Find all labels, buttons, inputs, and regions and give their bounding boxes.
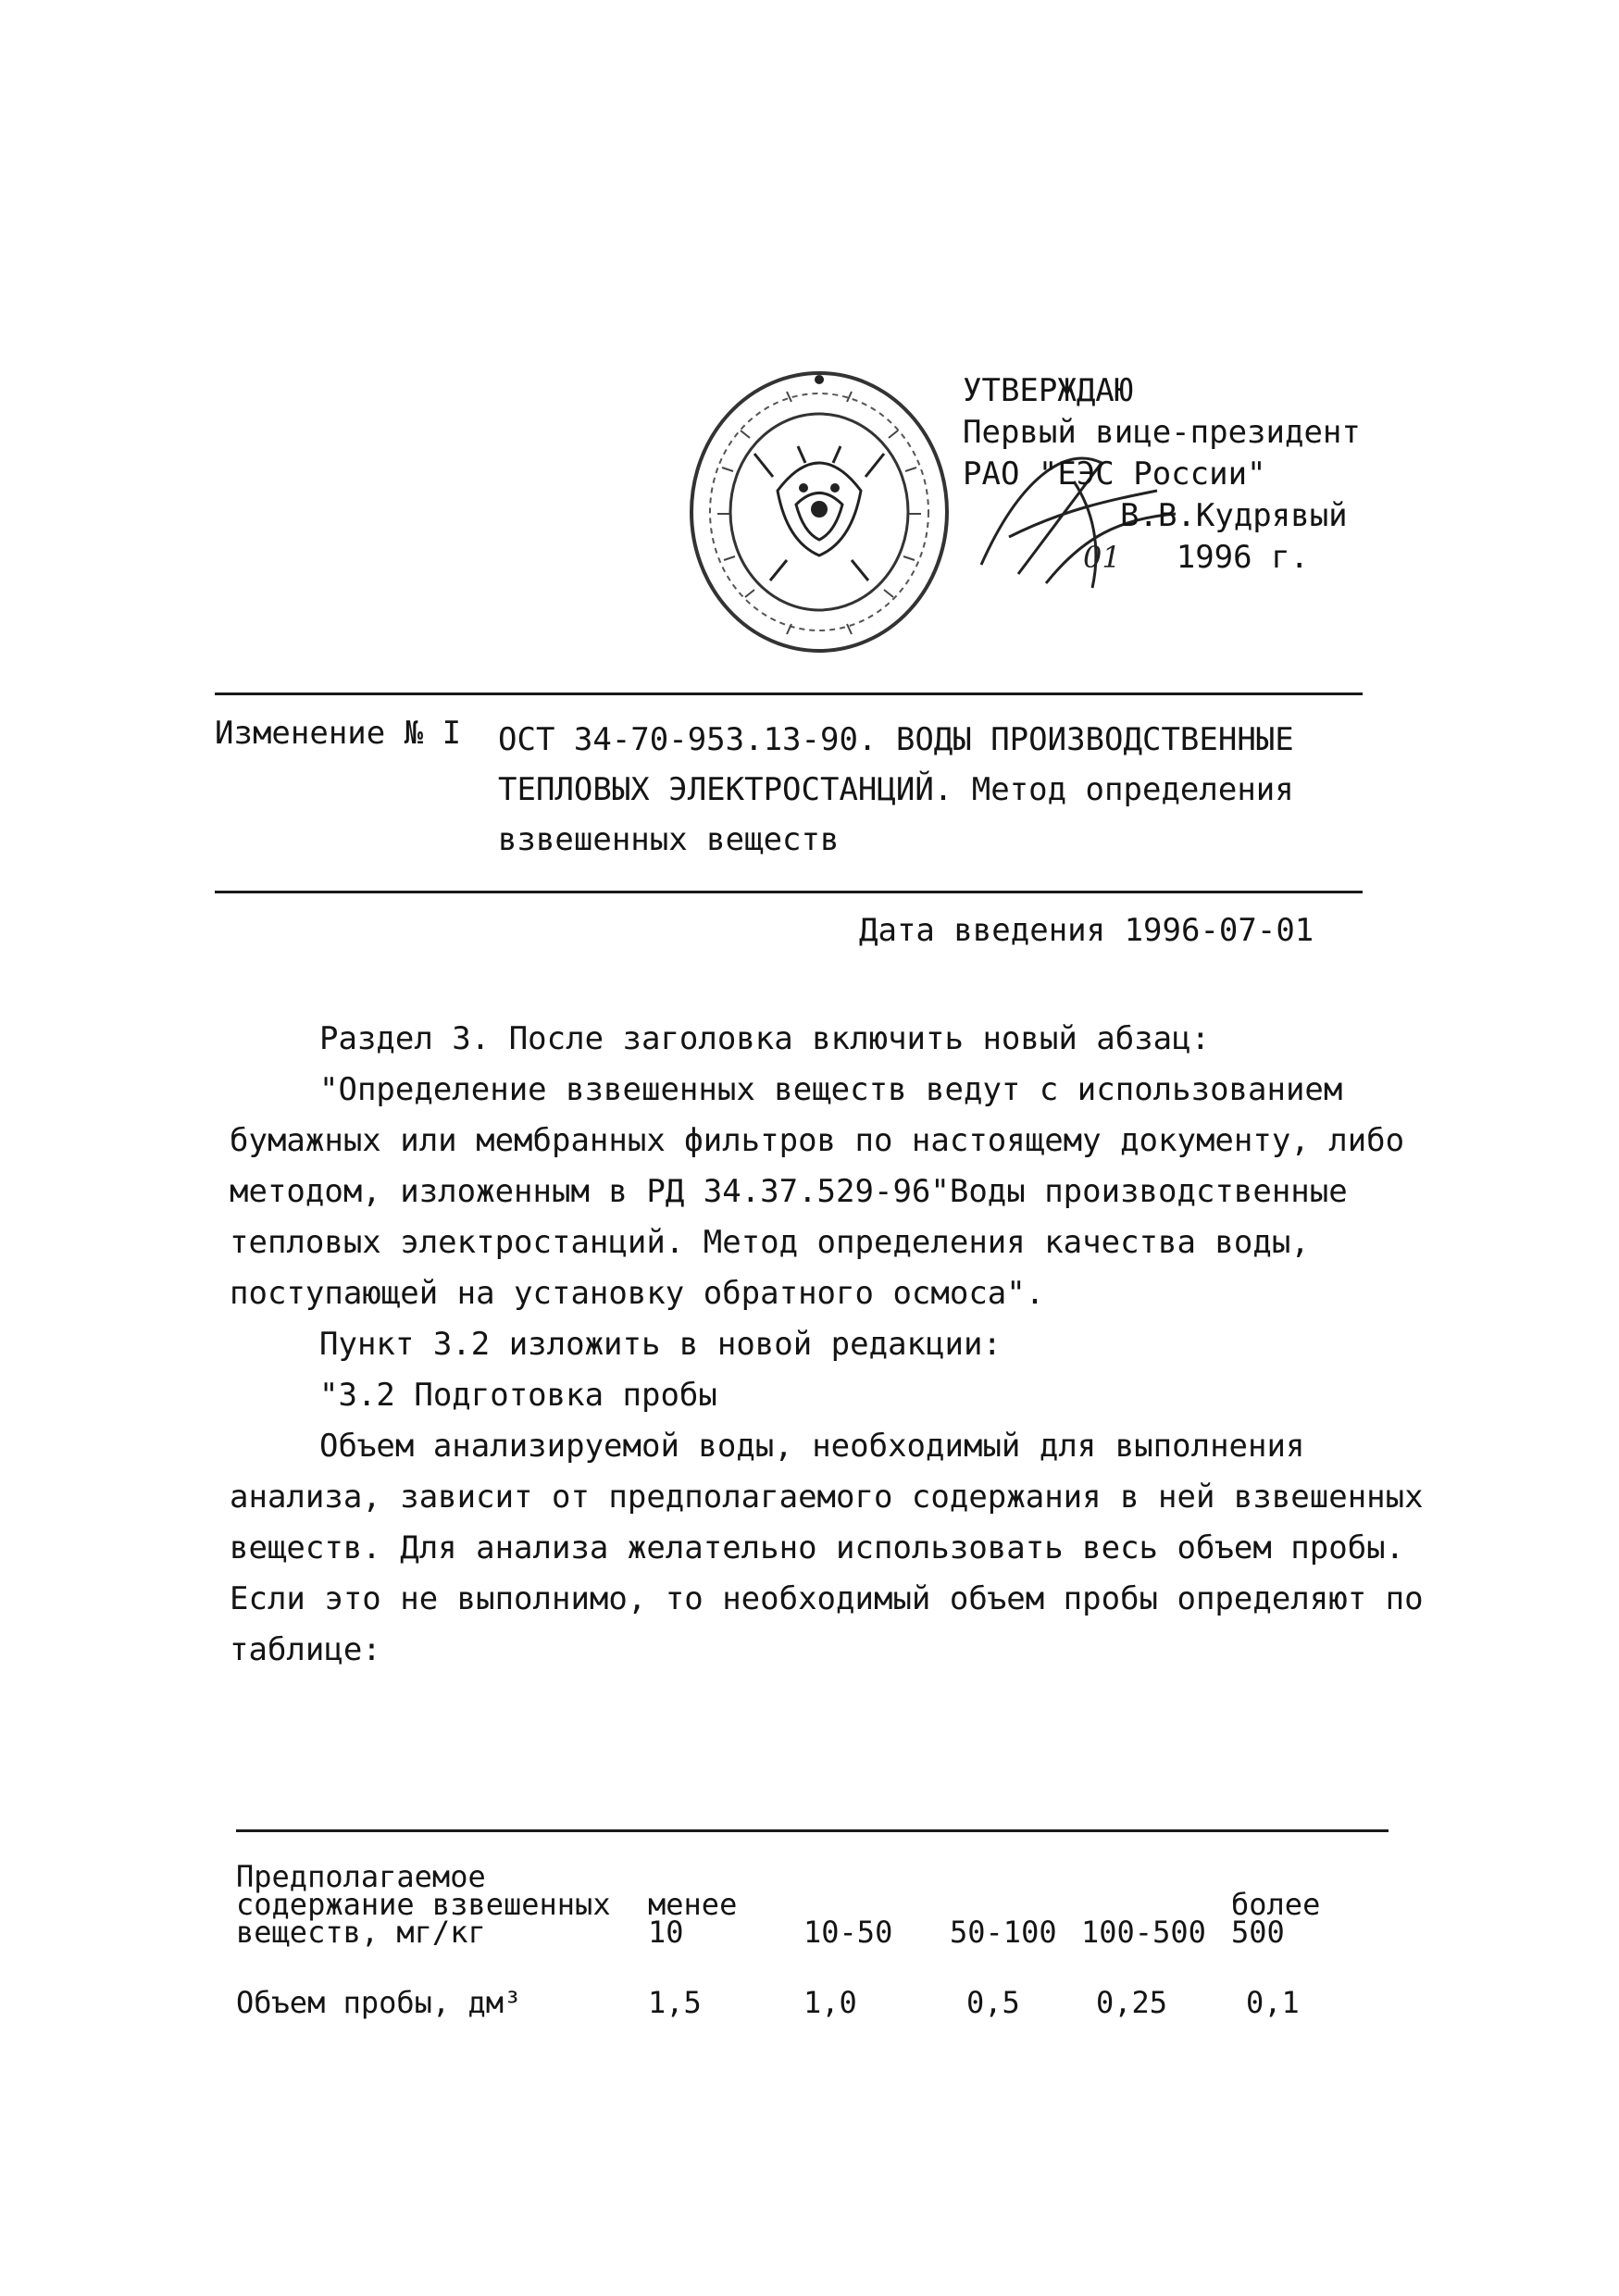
paragraph-new-abzac: "Определение взвешенных веществ ведут с использованием бумажных или мембранных фильтров по настоящему документу, либо методом, изложенным в РД 34.37.529-96"Воды производственные тепловых электростанций. Метод определения качества воды, поступающей на установку обратного осмоса". (230, 1071, 1405, 1312)
body-text (230, 1014, 1424, 1676)
table-row-label: Объем пробы, дм³ (236, 1985, 522, 2020)
table-top-rule (236, 1829, 1389, 1832)
paragraph-subheading: "3.2 Подготовка пробы (319, 1377, 717, 1414)
table-col-1: менее 10 (648, 1887, 738, 1950)
paragraph-point-3-2: Пункт 3.2 изложить в новой редакции: (319, 1326, 1002, 1363)
approval-year: 1996 г. (1176, 539, 1310, 576)
approval-organization: РАО "ЕЭС России" (963, 455, 1266, 493)
top-rule (215, 693, 1363, 695)
table-value-3: 0,5 (966, 1985, 1020, 2020)
official-seal (685, 366, 953, 657)
table-col-4: 100-500 (1081, 1915, 1206, 1950)
table-col-5: более 500 (1231, 1887, 1321, 1950)
approval-block (963, 370, 1361, 579)
paragraph-volume: Объем анализируемой воды, необходимый для выполнения анализа, зависит от предполагаемого содержания в ней взвешенных веществ. Для анализа желательно использовать весь объем пробы. Если это не выполнимо, то необходимый объем пробы определяют по таблице: (230, 1428, 1424, 1668)
approval-date (963, 537, 1361, 579)
table-value-1: 1,5 (648, 1985, 702, 2020)
table-value-2: 1,0 (803, 1985, 857, 2020)
approval-header: УТВЕРЖДАЮ (963, 372, 1134, 409)
table-col-3: 50-100 (950, 1915, 1057, 1950)
paragraph-section-3: Раздел 3. После заголовка включить новый абзац: (319, 1020, 1211, 1057)
table-header-label: Предполагаемое содержание взвешенных веществ, мг/кг (236, 1859, 611, 1950)
change-title: ОСТ 34-70-953.13-90. ВОДЫ ПРОИЗВОДСТВЕННЫЕ ТЕПЛОВЫХ ЭЛЕКТРОСТАНЦИЙ. Метод определения взвешенных веществ (498, 721, 1294, 858)
table-col-2: 10-50 (803, 1915, 893, 1950)
approval-position: Первый вице-президент (963, 414, 1361, 451)
table-value-4: 0,25 (1096, 1985, 1168, 2020)
approval-date-handwritten: 01 (1083, 540, 1121, 575)
approval-signatory: В.В.Кудрявый (1120, 497, 1348, 534)
introduction-date: Дата введения 1996-07-01 (859, 912, 1314, 949)
header-bottom-rule (215, 891, 1363, 893)
change-label: Изменение № I (215, 715, 462, 752)
table-value-5: 0,1 (1246, 1985, 1300, 2020)
